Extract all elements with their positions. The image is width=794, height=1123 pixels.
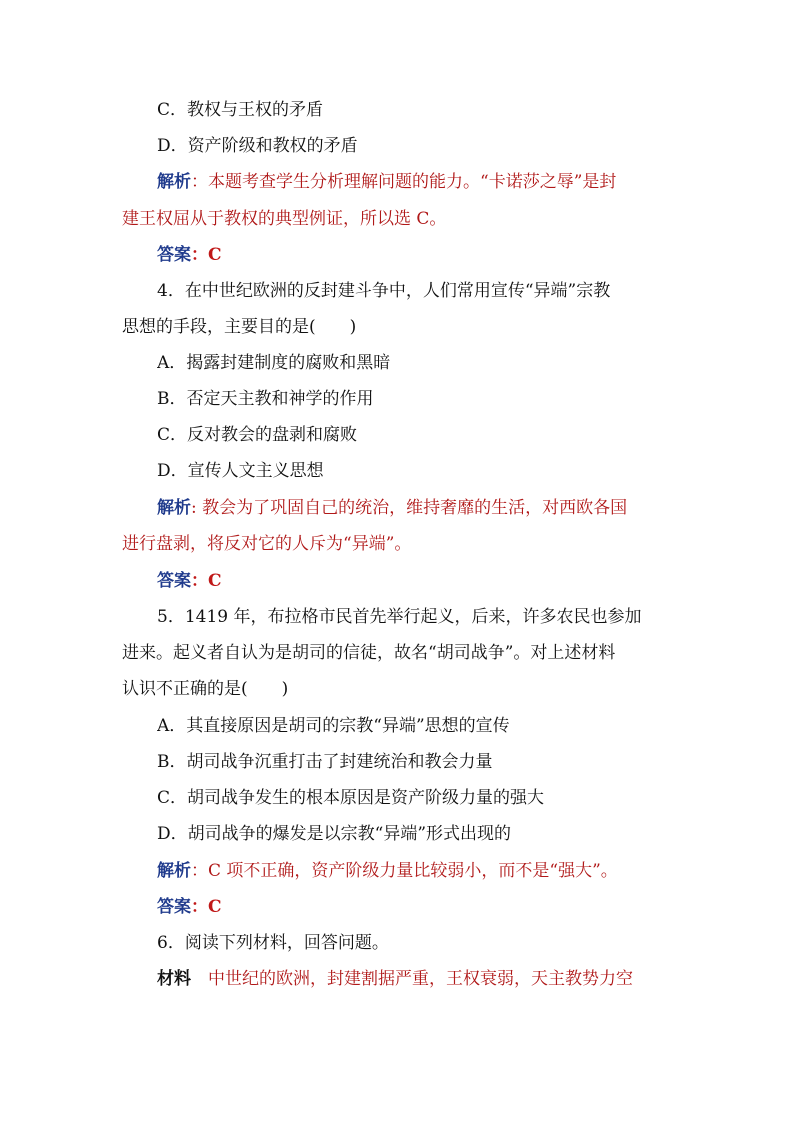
q5-analysis-text-1: ：C 项不正确，资产阶级力量比较弱小，而不是“强大”。 — [191, 861, 618, 881]
q3-analysis-text-1: ：本题考查学生分析理解问题的能力。“卡诺莎之辱”是封 — [191, 172, 617, 192]
q5-answer — [157, 896, 678, 918]
q5-option-d: D．胡司战争的爆发是以宗教“异端”形式出现的 — [157, 824, 512, 844]
q5-stem-3: 认识不正确的是( ) — [122, 679, 289, 699]
q3-answer-value: ：C — [191, 245, 222, 265]
q4-option-b: B．否定天主教和神学的作用 — [157, 389, 374, 409]
answer-label: 答案 — [157, 571, 191, 591]
q5-option-a: A．其直接原因是胡司的宗教“异端”思想的宣传 — [157, 716, 510, 736]
q6-material — [157, 968, 678, 990]
q3-analysis-text-2: 建王权屈从于教权的典型例证，所以选 C。 — [122, 209, 447, 229]
q5-option-c: C．胡司战争发生的根本原因是资产阶级力量的强大 — [157, 788, 545, 808]
answer-label: 答案 — [157, 245, 191, 265]
q4-option-c: C．反对教会的盘剥和腐败 — [157, 425, 358, 445]
q6-stem: 6．阅读下列材料，回答问题。 — [157, 933, 389, 953]
q3-answer — [157, 244, 678, 266]
q6-material-text-1: 中世纪的欧洲，封建割据严重，王权衰弱，天主教势力空 — [191, 969, 633, 989]
q5-stem-1: 5．1419 年，布拉格市民首先举行起义，后来，许多农民也参加 — [157, 607, 642, 627]
q3-analysis — [157, 171, 678, 193]
q3-option-d: D．资产阶级和教权的矛盾 — [157, 136, 358, 156]
q4-answer-value: ：C — [191, 571, 222, 591]
q5-analysis — [157, 860, 678, 882]
analysis-label: 解析 — [157, 172, 191, 192]
q4-analysis-text-2: 进行盘剥，将反对它的人斥为“异端”。 — [122, 534, 412, 554]
q4-option-d: D．宣传人文主义思想 — [157, 461, 324, 481]
q4-analysis — [157, 497, 678, 519]
analysis-label: 解析 — [157, 861, 191, 881]
q4-option-a: A．揭露封建制度的腐败和黑暗 — [157, 353, 391, 373]
q4-stem-1: 4．在中世纪欧洲的反封建斗争中，人们常用宣传“异端”宗教 — [157, 281, 611, 301]
answer-label: 答案 — [157, 897, 191, 917]
q5-answer-value: ：C — [191, 897, 222, 917]
analysis-label: 解析 — [157, 498, 191, 518]
q4-answer — [157, 570, 678, 592]
q4-stem-2: 思想的手段，主要目的是( ) — [122, 317, 357, 337]
q5-stem-2: 进来。起义者自认为是胡司的信徒，故名“胡司战争”。对上述材料 — [122, 643, 616, 663]
q4-analysis-text-1: : 教会为了巩固自己的统治，维持奢靡的生活，对西欧各国 — [191, 498, 628, 518]
q5-option-b: B．胡司战争沉重打击了封建统治和教会力量 — [157, 752, 493, 772]
material-label: 材料 — [157, 969, 191, 989]
q3-option-c: C．教权与王权的矛盾 — [157, 100, 324, 120]
